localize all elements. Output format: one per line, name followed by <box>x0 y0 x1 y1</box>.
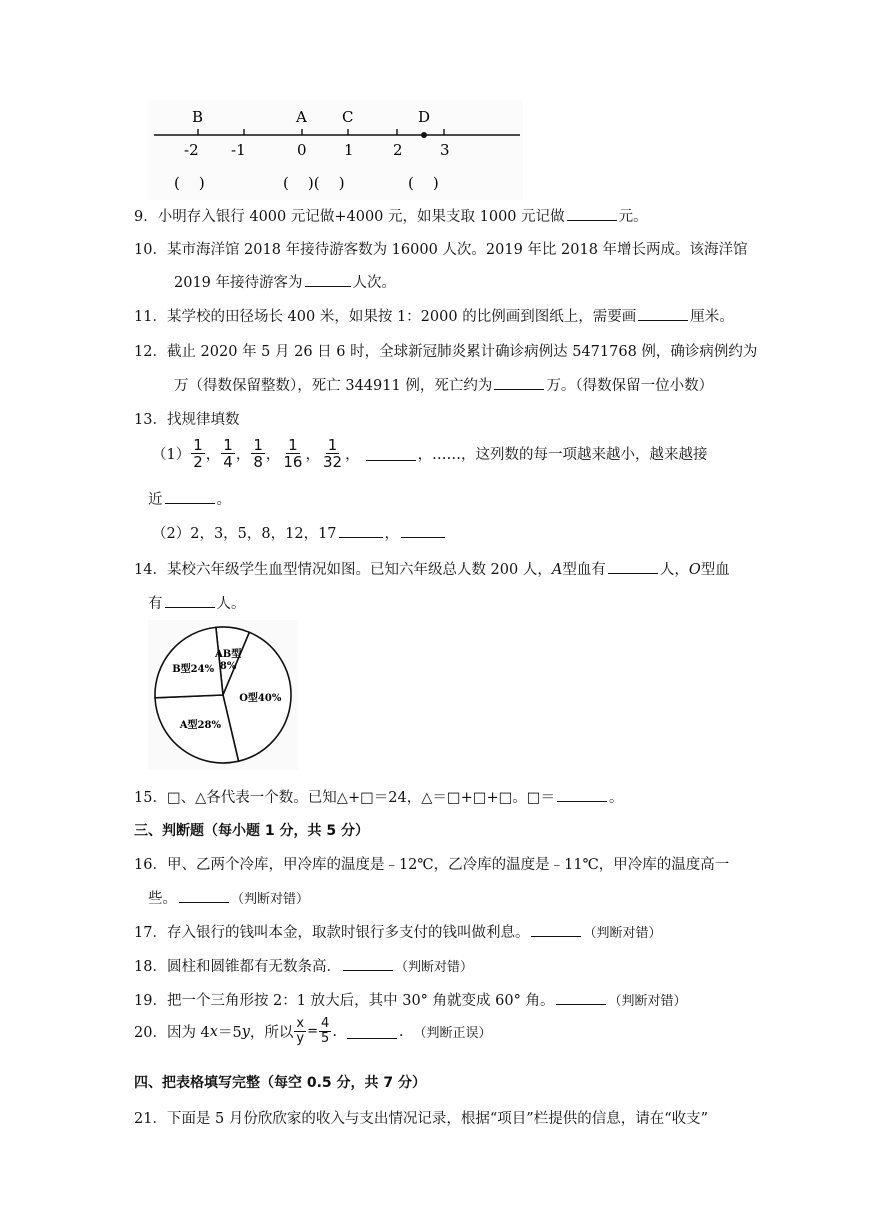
question-15 <box>134 786 624 807</box>
point-label-c: C <box>342 108 354 126</box>
question-text-tail: 人。 <box>216 596 246 612</box>
question-text: 近 <box>148 492 163 508</box>
answer-blank[interactable] <box>556 990 606 1005</box>
tick-label: 2 <box>393 141 403 159</box>
answer-blank[interactable] <box>339 523 383 538</box>
point-label-d: D <box>418 108 431 126</box>
answer-blank[interactable] <box>567 206 617 221</box>
pie-slice-label: A型28% <box>179 719 221 731</box>
answer-slot-a-c[interactable]: ( )( ) <box>283 174 345 192</box>
blood-type-a: A <box>551 562 563 578</box>
question-13-title <box>134 408 239 429</box>
point-label-b: B <box>192 108 204 126</box>
answer-blank[interactable] <box>347 1024 397 1039</box>
question-text-tail: （判断对错） <box>231 892 310 907</box>
question-10-line1 <box>134 238 748 259</box>
question-number: 12． <box>134 344 167 360</box>
pie-slice-label: O型40% <box>239 693 282 705</box>
number-line-figure <box>148 100 523 200</box>
question-text: 某学校的田径场长 400 米，如果按 1：2000 的比例画到图纸上，需要画 <box>166 309 637 325</box>
tick-label: 3 <box>440 141 450 159</box>
question-number: 20． <box>134 1025 167 1041</box>
fraction: $\frac{1}{16}$ <box>283 436 303 471</box>
blood-type-o: O <box>688 562 701 578</box>
fraction-4-over-5: $\frac{4}{5}$ <box>321 1016 330 1046</box>
question-number: 10． <box>134 242 167 258</box>
section-heading-3: 三、判断题（每小题 1 分，共 5 分） <box>134 823 369 839</box>
question-11 <box>134 305 734 326</box>
section-heading-4: 四、把表格填写完整（每空 0.5 分，共 7 分） <box>134 1075 427 1091</box>
tick-label: 1 <box>344 141 354 159</box>
question-text: 某校六年级学生血型情况如图。已知六年级总人数 200 人， <box>166 562 552 578</box>
question-text-tail: （判断对错） <box>394 960 473 975</box>
question-16-line1 <box>134 853 729 874</box>
question-20 <box>134 1017 492 1046</box>
question-number: 14． <box>134 562 167 578</box>
question-text: 型血有 <box>562 562 606 578</box>
separator: ， <box>265 447 281 463</box>
question-number: 11． <box>134 309 167 325</box>
question-19 <box>134 989 686 1010</box>
question-text-tail: 万。（得数保留一位小数） <box>546 378 714 394</box>
question-text: 型血 <box>700 562 730 578</box>
answer-blank[interactable] <box>305 272 351 287</box>
question-text: 圆柱和圆锥都有无数条高． <box>166 959 341 975</box>
question-text: 万（得数保留整数），死亡 344911 例，死亡约为 <box>174 378 493 394</box>
question-14-line2 <box>148 592 246 613</box>
question-text-tail: （判断对错） <box>583 926 662 941</box>
separator: ， <box>384 526 400 542</box>
question-text: □、△各代表一个数。已知△+□＝24，△＝□+□+□。□＝ <box>166 790 556 806</box>
question-number: 16． <box>134 857 167 873</box>
fraction: $\frac{1}{2}$ <box>193 436 203 471</box>
answer-blank[interactable] <box>165 489 215 504</box>
answer-blank[interactable] <box>343 956 393 971</box>
question-14-line1 <box>134 558 730 579</box>
period: . <box>398 1023 404 1040</box>
question-16-line2 <box>148 887 309 908</box>
question-text-tail: （判断正误） <box>413 1026 492 1041</box>
answer-blank[interactable] <box>179 888 229 903</box>
variable-x: x <box>209 1023 218 1040</box>
answer-slot-b[interactable]: ( ) <box>174 174 205 192</box>
tick-label: -1 <box>231 141 246 159</box>
question-13-part1-line2 <box>148 488 231 509</box>
question-text-tail: 元。 <box>618 209 648 225</box>
fraction: $\frac{1}{32}$ <box>322 436 343 471</box>
question-17 <box>134 921 661 942</box>
question-text-tail: 人次。 <box>352 275 397 291</box>
question-number: 15． <box>134 790 167 806</box>
fraction-x-over-y: $\frac{x}{y}$ <box>296 1016 305 1046</box>
equals-sign: = <box>307 1024 319 1039</box>
question-13-part2 <box>152 522 447 543</box>
question-18 <box>134 955 473 976</box>
pie-slice-label: B型24% <box>172 664 215 676</box>
answer-blank[interactable] <box>401 523 445 538</box>
question-text: 某市海洋馆 2018 年接待游客数为 16000 人次。2019 年比 2018 年增长两成。该海洋馆 <box>166 242 748 258</box>
answer-slot-d[interactable]: ( ) <box>408 174 439 192</box>
question-text: ＝5 <box>217 1025 242 1041</box>
fraction: $\frac{1}{8}$ <box>253 436 263 471</box>
question-text: 2019 年接待游客为 <box>174 275 303 291</box>
question-text: 截止 2020 年 5 月 26 日 6 时，全球新冠肺炎累计确诊病例达 5471768 例，确诊病例约为 <box>166 344 758 360</box>
answer-blank[interactable] <box>638 306 688 321</box>
question-text: 有 <box>148 596 163 612</box>
period: . <box>332 1023 337 1040</box>
variable-y: y <box>241 1023 250 1040</box>
question-text: ，所以 <box>249 1025 294 1041</box>
question-text: 找规律填数 <box>166 412 240 428</box>
separator: ， <box>205 447 221 463</box>
pie-slice-label: AB型 8% <box>215 649 242 673</box>
fraction: $\frac{1}{4}$ <box>223 436 233 471</box>
question-number: 9． <box>134 209 158 225</box>
question-number: 13． <box>134 412 167 428</box>
answer-blank[interactable] <box>165 593 215 608</box>
question-text: 存入银行的钱叫本金，取款时银行多支付的钱叫做利息。 <box>166 925 530 941</box>
tick-label: 0 <box>297 141 307 159</box>
answer-blank[interactable] <box>494 375 544 390</box>
question-13-part1 <box>152 437 708 470</box>
blood-type-pie-chart <box>148 620 298 770</box>
question-9 <box>134 205 648 226</box>
question-number: 17． <box>134 925 167 941</box>
question-21 <box>134 1107 708 1128</box>
answer-blank[interactable] <box>366 446 416 461</box>
question-12-line1 <box>134 340 757 361</box>
separator: ， <box>235 447 251 463</box>
question-text: 人， <box>659 562 689 578</box>
question-text: 把一个三角形按 2：1 放大后，其中 30° 角就变成 60° 角。 <box>166 993 555 1009</box>
question-text-tail: 。 <box>609 790 624 806</box>
answer-blank[interactable] <box>557 787 607 802</box>
question-text: 些。 <box>148 891 177 907</box>
question-text-tail: 厘米。 <box>690 309 734 325</box>
question-text-tail: （判断对错） <box>608 994 687 1009</box>
part-label: （1） <box>152 447 191 463</box>
question-number: 18． <box>134 959 167 975</box>
separator: ， <box>345 447 360 463</box>
question-text: 下面是 5 月份欣欣家的收入与支出情况记录，根据“项目”栏提供的信息，请在“收支” <box>166 1111 709 1127</box>
tick-label: -2 <box>184 141 199 159</box>
answer-blank[interactable] <box>608 559 658 574</box>
question-10-line2 <box>174 271 396 292</box>
question-text: 甲、乙两个冷库，甲冷库的温度是﹣12℃，乙冷库的温度是﹣11℃，甲冷库的温度高一 <box>166 857 730 873</box>
question-text: ，……，这列数的每一项越来越小，越来越接 <box>417 447 708 463</box>
question-text: 小明存入银行 4000 元记做+4000 元，如果支取 1000 元记做 <box>157 209 565 225</box>
answer-blank[interactable] <box>531 922 581 937</box>
question-number: 19． <box>134 993 167 1009</box>
question-number: 21． <box>134 1111 167 1127</box>
question-text: 因为 4 <box>166 1025 210 1041</box>
point-label-a: A <box>296 108 307 126</box>
question-12-line2 <box>174 374 713 395</box>
question-text-tail: 。 <box>216 492 231 508</box>
separator: ， <box>305 447 320 463</box>
point-d-marker <box>421 132 427 138</box>
question-text: （2）2，3，5，8，12，17 <box>152 526 337 542</box>
